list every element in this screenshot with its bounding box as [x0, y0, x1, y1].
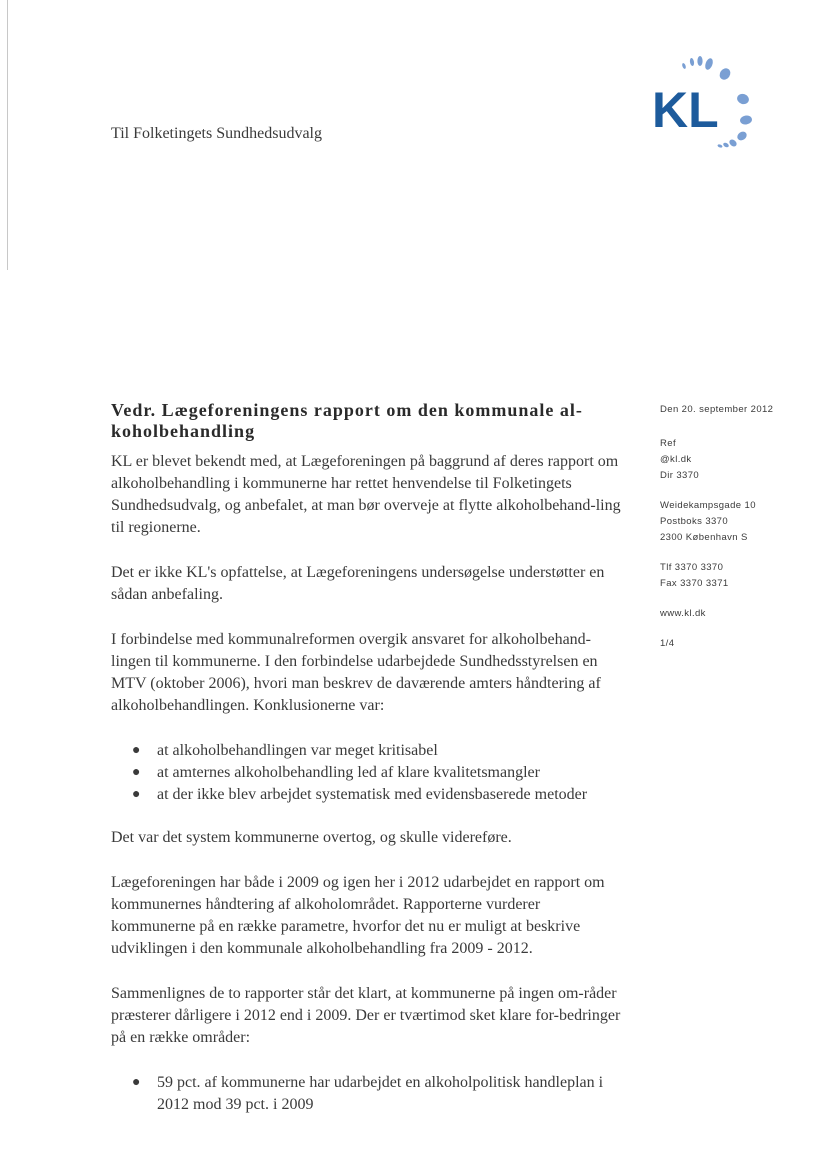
reference-block	[660, 436, 820, 484]
fax: Fax 3370 3371	[660, 578, 729, 589]
address-line: Weidekampsgade 10	[660, 500, 756, 511]
page-number: 1/4	[660, 638, 675, 649]
list-item: ● at alkoholbehandlingen var meget kritisabel	[111, 740, 621, 762]
bullet-icon: ●	[132, 743, 141, 758]
recipient: Til Folketingets Sundhedsudvalg	[111, 125, 322, 142]
kl-logo-icon	[650, 52, 760, 152]
address-line: 2300 København S	[660, 532, 748, 543]
address-block	[660, 498, 820, 546]
list-item: ● at amternes alkoholbehandling led af klare kvalitetsmangler	[111, 762, 621, 784]
letter-body	[111, 451, 621, 1137]
logo-text: KL	[652, 82, 719, 138]
paragraph-4: Det var det system kommunerne overtog, og skulle videreføre.	[111, 829, 512, 846]
conclusions-list	[111, 740, 621, 806]
bullet-icon: ●	[132, 765, 141, 780]
phone: Tlf 3370 3370	[660, 562, 724, 573]
list-item: ● at der ikke blev arbejdet systematisk med evidensbaserede metoder	[111, 784, 621, 806]
phone-block	[660, 560, 820, 592]
paragraph-5: Lægeforeningen har både i 2009 og igen her i 2012 udarbejdet en rapport om kommunernes håndtering af alkoholområdet. Rapporterne vurderer kommunerne på en række parametre, hvorfor det nu er muligt at beskrive udviklingen i den kommunale alkoholbehandling fra 2009 - 2012.	[111, 874, 605, 957]
ref-email: @kl.dk	[660, 454, 692, 465]
bullet-icon: ●	[132, 787, 141, 802]
improvements-list	[111, 1072, 621, 1116]
paragraph-2: Det er ikke KL's opfattelse, at Lægeforeningens undersøgelse understøtter en sådan anbefaling.	[111, 564, 605, 603]
letter-date: Den 20. september 2012	[660, 404, 774, 415]
paragraph-6: Sammenlignes de to rapporter står det klart, at kommunerne på ingen om-råder præsterer dårligere i 2012 end i 2009. Der er tværtimod sket klare for-bedringer på en række områder:	[111, 985, 621, 1046]
margin-rule	[7, 0, 8, 270]
address-line: Postboks 3370	[660, 516, 729, 527]
subject-heading: Vedr. Lægeforeningens rapport om den kommunale al-koholbehandling	[111, 400, 583, 441]
sender-info	[660, 402, 820, 666]
paragraph-3: I forbindelse med kommunalreformen overgik ansvaret for alkoholbehand-lingen til kommunerne. I den forbindelse udarbejdede Sundhedsstyrelsen en MTV (oktober 2006), hvori man beskrev de daværende amters håndtering af alkoholbehandlingen. Konklusionerne var:	[111, 631, 601, 714]
ref-dir: Dir 3370	[660, 470, 700, 481]
paragraph-1: KL er blevet bekendt med, at Lægeforeningen på baggrund af deres rapport om alkoholbehandling i kommunerne har rettet henvendelse til Folketingets Sundhedsudvalg, og anbefalet, at man bør overveje at flytte alkoholbehand-ling til regionerne.	[111, 453, 621, 536]
list-item: ● 59 pct. af kommunerne har udarbejdet en alkoholpolitisk handleplan i 2012 mod 39 pct. i 2009	[132, 1074, 604, 1113]
website: www.kl.dk	[660, 608, 706, 619]
bullet-icon: ●	[132, 1075, 141, 1090]
ref-label: Ref	[660, 438, 676, 449]
